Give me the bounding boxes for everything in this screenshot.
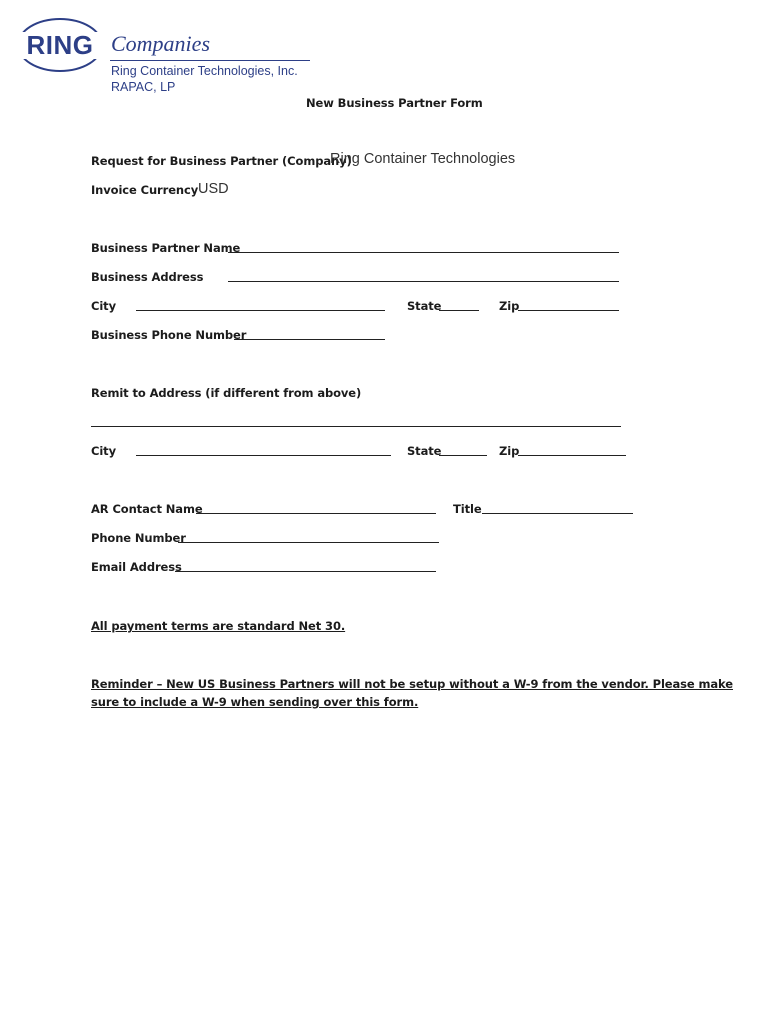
- remit-zip-field[interactable]: [518, 455, 626, 456]
- payment-terms-note: All payment terms are standard Net 30.: [91, 619, 346, 633]
- phone-field[interactable]: [178, 542, 439, 543]
- city-field[interactable]: [136, 310, 385, 311]
- phone-label: Phone Number: [91, 531, 186, 545]
- logo-rule: [110, 60, 310, 61]
- currency-label: Invoice Currency: [91, 183, 199, 197]
- business-name-label: Business Partner Name: [91, 241, 241, 255]
- remit-heading: Remit to Address (if different from above): [91, 386, 362, 400]
- remit-zip-label: Zip: [499, 444, 520, 458]
- ar-contact-field[interactable]: [196, 513, 436, 514]
- remit-state-label: State: [407, 444, 442, 458]
- state-field[interactable]: [439, 310, 479, 311]
- business-name-field[interactable]: [228, 252, 619, 253]
- city-label: City: [91, 299, 116, 313]
- remit-city-field[interactable]: [136, 455, 391, 456]
- zip-field[interactable]: [518, 310, 619, 311]
- reminder-note-line-1: Reminder – New US Business Partners will not be setup without a W-9 from the vendor. Please make: [91, 677, 733, 691]
- form-title: New Business Partner Form: [306, 96, 483, 110]
- currency-value-field[interactable]: USD: [198, 181, 229, 197]
- remit-city-label: City: [91, 444, 116, 458]
- ar-contact-label: AR Contact Name: [91, 502, 203, 516]
- zip-label: Zip: [499, 299, 520, 313]
- request-value-field[interactable]: Ring Container Technologies: [330, 151, 516, 167]
- business-address-label: Business Address: [91, 270, 204, 284]
- business-address-field[interactable]: [228, 281, 619, 282]
- request-label: Request for Business Partner (Company): [91, 154, 352, 168]
- logo-company-line-1: Ring Container Technologies, Inc.: [111, 64, 298, 78]
- reminder-note-line-2: sure to include a W-9 when sending over this form.: [91, 695, 419, 709]
- title-field[interactable]: [482, 513, 633, 514]
- state-label: State: [407, 299, 442, 313]
- email-field[interactable]: [175, 571, 436, 572]
- business-phone-field[interactable]: [234, 339, 385, 340]
- logo-companies: Companies: [111, 31, 210, 56]
- logo-company-line-2: RAPAC, LP: [111, 80, 176, 94]
- remit-address-field[interactable]: [91, 426, 621, 427]
- title-label: Title: [453, 502, 482, 516]
- remit-state-field[interactable]: [439, 455, 487, 456]
- logo-mark: RING: [26, 30, 94, 60]
- email-label: Email Address: [91, 560, 182, 574]
- business-phone-label: Business Phone Number: [91, 328, 247, 342]
